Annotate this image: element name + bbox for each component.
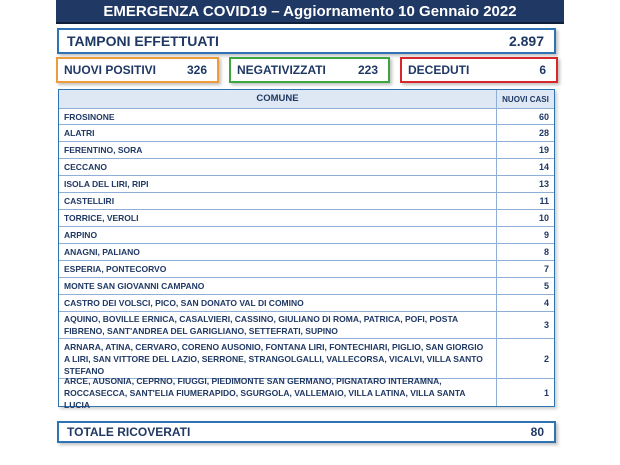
deceduti-box <box>400 57 558 83</box>
table-header-row <box>59 90 554 108</box>
table-row <box>59 141 554 158</box>
comune-cell: CECCANO <box>64 162 107 172</box>
column-header-nuovi-casi: NUOVI CASI <box>496 90 554 108</box>
casi-cell: 10 <box>496 210 554 226</box>
casi-cell: 28 <box>496 125 554 141</box>
casi-cell: 1 <box>496 379 554 406</box>
deceduti-label: DECEDUTI <box>408 63 470 77</box>
negativizzati-label: NEGATIVIZZATI <box>237 63 326 77</box>
comune-cell: AQUINO, BOVILLE ERNICA, CASALVIERI, CASSINO, GIULIANO DI ROMA, PATRICA, POFI, POSTA FIBRENO, SANT'ANDREA DEL GARIGLIANO, SETTEFRATI, SUPINO <box>64 314 458 336</box>
deceduti-value: 6 <box>539 63 546 77</box>
casi-cell: 14 <box>496 159 554 175</box>
tamponi-label: TAMPONI EFFETTUATI <box>67 33 219 49</box>
tamponi-box <box>57 28 556 54</box>
nuovi-positivi-box <box>56 57 219 83</box>
table-row <box>59 175 554 192</box>
comuni-table <box>58 89 555 410</box>
totale-ricoverati-value: 80 <box>530 425 544 439</box>
table-row <box>59 158 554 175</box>
comune-cell: MONTE SAN GIOVANNI CAMPANO <box>64 281 205 291</box>
comune-cell: CASTRO DEI VOLSCI, PICO, SAN DONATO VAL DI COMINO <box>64 298 304 308</box>
nuovi-positivi-label: NUOVI POSITIVI <box>64 63 157 77</box>
comune-cell: ISOLA DEL LIRI, RIPI <box>64 179 149 189</box>
table-row <box>59 338 554 378</box>
comune-cell: CASTELLIRI <box>64 196 115 206</box>
casi-cell: 5 <box>496 278 554 294</box>
table-row <box>59 209 554 226</box>
table-row <box>59 375 554 410</box>
comune-cell: FROSINONE <box>64 111 115 122</box>
comune-cell: ALATRI <box>64 128 95 138</box>
table-row <box>59 192 554 209</box>
nuovi-positivi-value: 326 <box>186 63 207 77</box>
comune-cell: ARNARA, ATINA, CERVARO, CORENO AUSONIO, FONTANA LIRI, FONTECHIARI, PIGLIO, SAN GIORGIO A LIRI, SAN VITTORE DEL LAZIO, SERRONE, STRANGOLGALLI, VALLECORSA, VICALVI, VILLA SANTO STEFANO <box>64 341 484 376</box>
negativizzati-box <box>229 57 390 83</box>
table-row <box>59 277 554 294</box>
table-row <box>59 260 554 277</box>
table-row <box>59 243 554 260</box>
table-row <box>59 226 554 243</box>
tamponi-value: 2.897 <box>508 33 544 49</box>
table-row <box>59 294 554 311</box>
casi-cell: 7 <box>496 261 554 277</box>
casi-cell: 8 <box>496 244 554 260</box>
casi-cell: 13 <box>496 176 554 192</box>
page-title: EMERGENZA COVID19 – Aggiornamento 10 Gennaio 2022 <box>56 0 564 24</box>
column-header-comune: COMUNE <box>256 93 299 104</box>
comune-cell: ESPERIA, PONTECORVO <box>64 264 167 274</box>
comune-cell: ANAGNI, PALIANO <box>64 247 140 257</box>
comune-cell: ARPINO <box>64 230 98 240</box>
casi-cell: 9 <box>496 227 554 243</box>
totale-ricoverati-label: TOTALE RICOVERATI <box>67 425 191 439</box>
table-row <box>59 124 554 141</box>
casi-cell: 3 <box>496 312 554 338</box>
table-row <box>59 108 554 124</box>
casi-cell: 11 <box>496 193 554 209</box>
casi-cell: 4 <box>496 295 554 311</box>
casi-cell: 60 <box>496 109 554 124</box>
comune-cell: ARCE, AUSONIA, CEPRNO, FIUGGI, PIEDIMONTE SAN GERMANO, PIGNATARO INTERAMNA, ROCCASECCA, SANT'ELIA FIUMERAPIDO, SGURGOLA, VALLEMAIO, VILLA LATINA, VILLA SANTA LUCIA <box>64 375 466 410</box>
totale-ricoverati-box <box>57 421 556 443</box>
table-row <box>59 311 554 338</box>
casi-cell: 19 <box>496 142 554 158</box>
negativizzati-value: 223 <box>357 63 378 77</box>
comune-cell: FERENTINO, SORA <box>64 145 143 155</box>
comune-cell: TORRICE, VEROLI <box>64 213 139 223</box>
casi-cell: 2 <box>496 339 554 378</box>
